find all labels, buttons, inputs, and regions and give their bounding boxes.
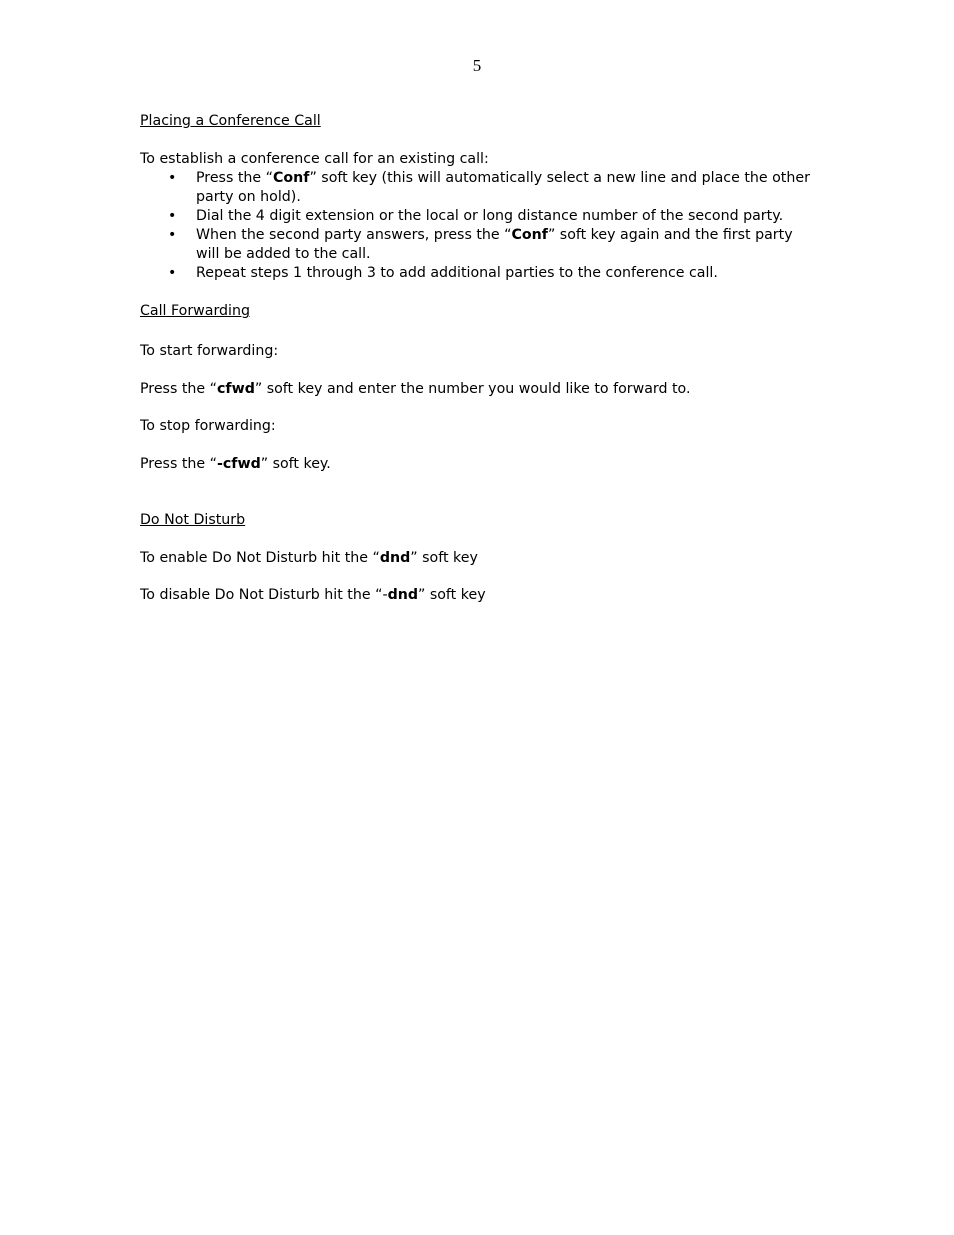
list-item	[140, 207, 811, 226]
conference-heading: Placing a Conference Call	[140, 113, 321, 129]
bullet-icon: •	[168, 170, 177, 186]
forwarding-start-instruction	[140, 380, 820, 399]
soft-key-name: dnd	[387, 587, 418, 603]
soft-key-name: Conf	[273, 170, 310, 186]
instruction-text-pre: Press the “	[140, 456, 217, 472]
step-text-pre: Dial the 4 digit extension or the local or long distance number of the second party.	[196, 208, 784, 224]
bullet-icon: •	[168, 227, 177, 243]
instruction-text-post: ” soft key	[418, 587, 486, 603]
step-text-pre: When the second party answers, press the “	[196, 227, 512, 243]
dnd-enable-instruction	[140, 549, 820, 568]
instruction-text-pre: To disable Do Not Disturb hit the “-	[140, 587, 388, 603]
soft-key-name: dnd	[379, 550, 411, 566]
dnd-heading: Do Not Disturb	[140, 512, 246, 528]
page-content	[140, 112, 820, 605]
soft-key-name: -cfwd	[217, 456, 261, 472]
forwarding-stop-instruction	[140, 455, 820, 474]
page-number: 5	[472, 56, 482, 75]
conference-steps-list	[140, 169, 820, 283]
conference-intro: To establish a conference call for an existing call:	[140, 151, 489, 167]
soft-key-name: Conf	[511, 227, 548, 243]
instruction-text-pre: To enable Do Not Disturb hit the “	[140, 550, 380, 566]
step-text-post: ” soft key again and the first party will be added to the call.	[196, 227, 793, 262]
list-item	[140, 226, 811, 264]
dnd-disable-instruction	[140, 586, 820, 605]
forwarding-heading: Call Forwarding	[140, 303, 250, 319]
list-item	[140, 264, 811, 283]
instruction-text-post: ” soft key	[410, 550, 478, 566]
list-item	[140, 169, 811, 207]
forwarding-start-label: To start forwarding:	[140, 343, 279, 359]
bullet-icon: •	[168, 265, 177, 281]
instruction-text-pre: Press the “	[140, 381, 217, 397]
forwarding-stop-label: To stop forwarding:	[140, 418, 276, 434]
instruction-text-post: ” soft key and enter the number you would like to forward to.	[254, 381, 691, 397]
soft-key-name: cfwd	[217, 381, 255, 397]
step-text-pre: Press the “	[196, 170, 273, 186]
instruction-text-post: ” soft key.	[260, 456, 331, 472]
bullet-icon: •	[168, 208, 177, 224]
step-text-pre: Repeat steps 1 through 3 to add additional parties to the conference call.	[196, 265, 718, 281]
step-text-post: ” soft key (this will automatically select a new line and place the other party on hold).	[196, 170, 810, 205]
